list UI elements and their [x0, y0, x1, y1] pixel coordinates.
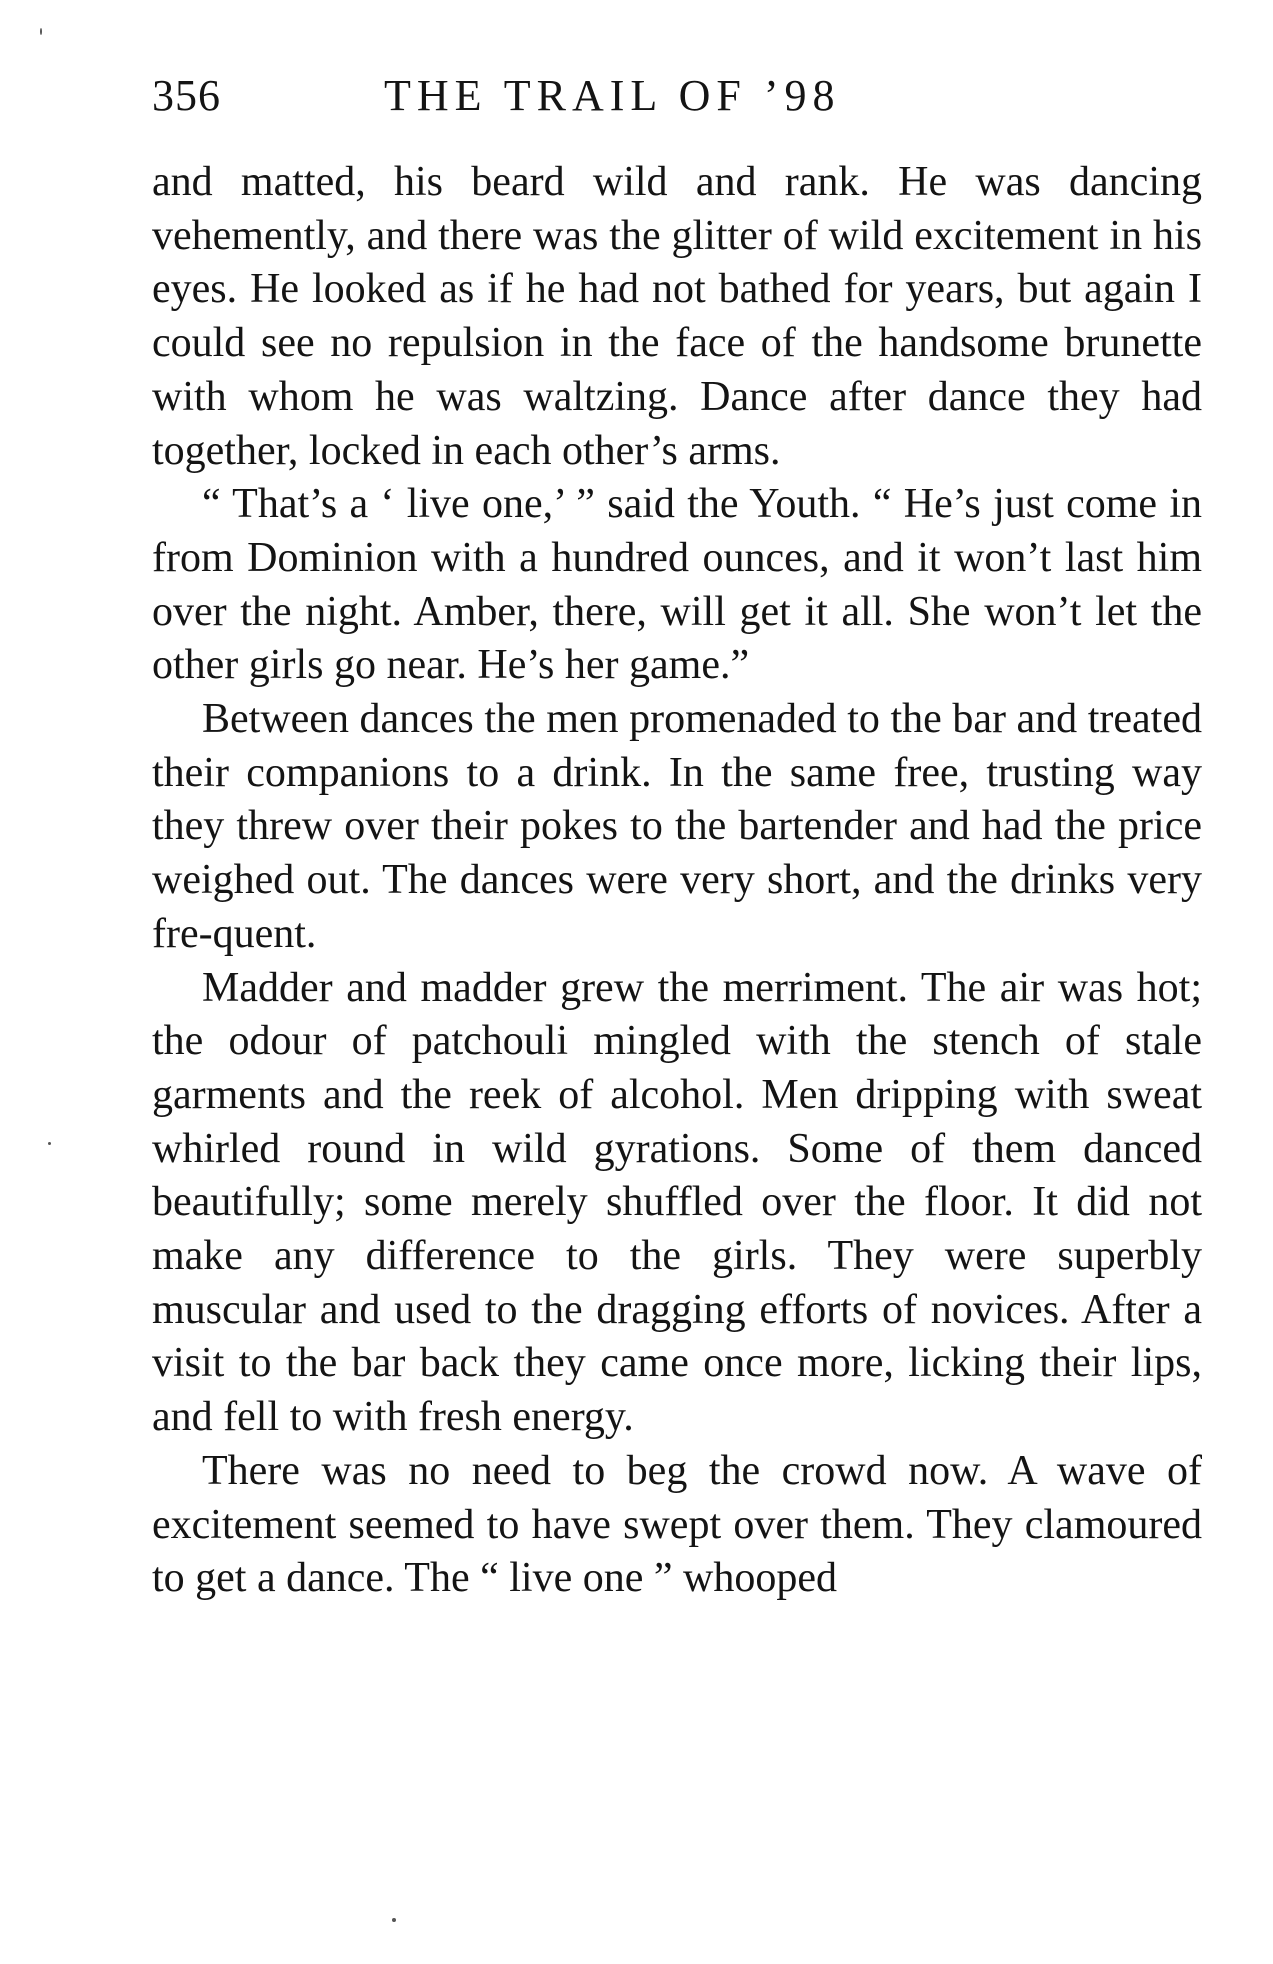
- paragraph-4: Madder and madder grew the merriment. The air was hot; the odour of patchouli mingled with the stench of stale garments and the reek of alcohol. Men dripping with sweat whirled round in wild gyrations. Some of them danced beautifully; some merely shuffled over the floor. It did not make any difference to the girls. They were superbly muscular and used to the dragging efforts of novices. After a visit to the bar back they came once more, licking their lips, and fell to with fresh energy.: [152, 964, 1202, 1441]
- print-speck-left-margin: [48, 1142, 51, 1145]
- body-text: [152, 156, 1202, 1606]
- page-number: 356: [152, 71, 221, 120]
- print-speck-top-left: [40, 28, 42, 35]
- paragraph-1: and matted, his beard wild and rank. He was dancing vehemently, and there was the glitter of wild excitement in his eyes. He looked as if he had not bathed for years, but again I could see no repulsion in the face of the handsome brunette with whom he was waltzing. Dance after dance they had together, locked in each other’s arms.: [152, 159, 1202, 474]
- running-title: THE TRAIL OF ’98: [384, 71, 841, 120]
- paragraph-3: Between dances the men promenaded to the bar and treated their companions to a drink. In the same free, trusting way they threw over their pokes to the bartender and had the price weighed out. The dances were very short, and the drinks very fre-quent.: [152, 696, 1202, 957]
- running-head: [152, 70, 1202, 130]
- paragraph-5: There was no need to beg the crowd now. A wave of excitement seemed to have swept over them. They clamoured to get a dance. The “ live one ” whooped: [152, 1447, 1202, 1602]
- paragraph-2: “ That’s a ‘ live one,’ ” said the Youth. “ He’s just come in from Dominion with a hundred ounces, and it won’t last him over the night. Amber, there, will get it all. She won’t let the other girls go near. He’s her game.”: [152, 481, 1202, 689]
- print-speck-bottom: [392, 1918, 396, 1922]
